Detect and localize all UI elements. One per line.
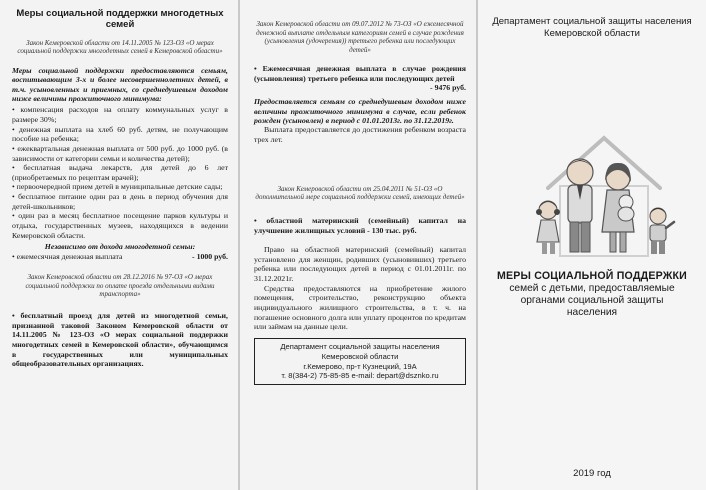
- list-item: • бесплатное питание один раз в день в период обучения для детей-школьников;: [12, 192, 228, 211]
- regardless-of-income-heading: Независимо от дохода многодетной семьи:: [44, 242, 196, 252]
- list-item: • первоочередной прием детей в муниципальные детские сады;: [12, 182, 223, 192]
- capital-right-text: Право на областной материнский (семейный) капитал установлено для женщин, родивших (усыновивших) третьего ребенка или последующих детей в период с 01.01.2011г. по 31.12.2021г.: [254, 245, 466, 284]
- list-item: • денежная выплата на хлеб 60 руб. детям, не получающим пособие на ребенка;: [12, 124, 228, 144]
- payment-duration: Выплата предоставляется до достижения ребенком возраста трех лет.: [254, 125, 466, 145]
- cover-title: МЕРЫ СОЦИАЛЬНОЙ ПОДДЕРЖКИ: [497, 270, 687, 282]
- monthly-payment-label: • ежемесячная денежная выплата: [12, 251, 123, 261]
- capital-funds-text: Средства предоставляются на приобретение жилого помещения, строительство, реконструкцию объекта индивидуального жилищного строительства, в т. ч. на погашение основного долга или уплату процентов по кредитам или займам на данные цели.: [254, 283, 466, 332]
- list-item: • бесплатная выдача лекарств, для детей до 6 лет (приобретаемых по рецептам врачей);: [12, 163, 228, 182]
- third-child-payment-value: - 9476 руб.: [430, 83, 466, 93]
- contact-phone-email: т. 8(384-2) 75-85-85 e-mail: depart@dsznko.ru: [281, 371, 439, 381]
- panel-left: [0, 0, 238, 490]
- contact-line: Кемеровской области: [321, 351, 399, 361]
- list-item: • ежеквартальная денежная выплата от 500 руб. до 1000 руб. (в зависимости от категории семьи и количества детей);: [12, 143, 228, 163]
- third-child-payment-text: • Ежемесячная денежная выплата в случае рождения (усыновления) третьего ребенка или последующих детей: [254, 64, 466, 83]
- family-illustration: [508, 128, 680, 258]
- free-travel-text: • бесплатный проезд для детей из многодетной семьи, признанной таковой Законом Кемеровской области от 14.11.2005 № 123-ОЗ «О мерах социальной поддержки многодетных семей в Кемеровской области», обучающимся в государственных или муниципальных общеобразовательных организациях.: [12, 311, 228, 369]
- contact-line: Департамент социальной защиты населения: [280, 342, 440, 352]
- law-reference-51: Закон Кемеровской области от 25.04.2011 № 51-ОЗ «О дополнительной мере социальной поддержки семей, имеющих детей»: [255, 184, 465, 202]
- year-label: 2019 год: [573, 468, 611, 479]
- contact-box: [254, 338, 466, 385]
- monthly-payment-row: [12, 252, 228, 262]
- law-reference-123: Закон Кемеровской области от 14.11.2005 № 123-ОЗ «О мерах социальной поддержки многодетных семей в Кемеровской области»: [17, 38, 223, 56]
- law-reference-97: Закон Кемеровской области от 28.12.2016 № 97-ОЗ «О мерах социальной поддержки по оплате проезда отдельными видами транспорта»: [25, 273, 215, 299]
- contact-address: г.Кемерово, пр-т Кузнецкий, 19А: [303, 361, 417, 371]
- department-name: Департамент социальной защиты населения Кемеровской области: [492, 16, 692, 39]
- monthly-payment-value: - 1000 руб.: [192, 251, 228, 261]
- law-reference-73: Закон Кемеровской области от 09.07.2012 № 73-ОЗ «О ежемесячной денежной выплате отдельным категориям семей в случае рождения (усыновления (удочерения)) третьего ребенка или последующих детей»: [256, 20, 464, 54]
- maternity-capital-text: • областной материнский (семейный) капитал на улучшение жилищных условий - 130 тыс. руб.: [254, 215, 466, 235]
- payment-condition: Предоставляется семьям со среднедушевым доходом ниже величины прожиточного минимума в случае, если ребенок рожден (усыновлен) в период с 01.01.2013г. по 31.12.2019г.: [254, 97, 466, 126]
- list-item: • компенсация расходов на оплату коммунальных услуг в размере 30%;: [12, 105, 228, 124]
- panel-cover: [478, 0, 706, 490]
- cover-subtitle: семей с детьми, предоставляемые органами социальной защиты населения: [509, 283, 675, 319]
- third-child-payment: [254, 64, 466, 93]
- panel-middle: [240, 0, 476, 490]
- benefit-list: [12, 105, 228, 240]
- section-title-large-families: Меры социальной поддержки многодетных семей: [16, 8, 224, 31]
- list-item: • один раз в месяц бесплатное посещение парков культуры и отдыха, государственных музеев, находящихся в ведении Кемеровской области.: [12, 211, 228, 240]
- eligibility-intro: Меры социальной поддержки предоставляются семьям, воспитывающим 3-х и более несовершеннолетних детей, в т.ч. усыновленных и приемных, со среднедушевым доходом ниже величины прожиточного минимума:: [12, 65, 228, 103]
- cover-title-block: [478, 270, 706, 319]
